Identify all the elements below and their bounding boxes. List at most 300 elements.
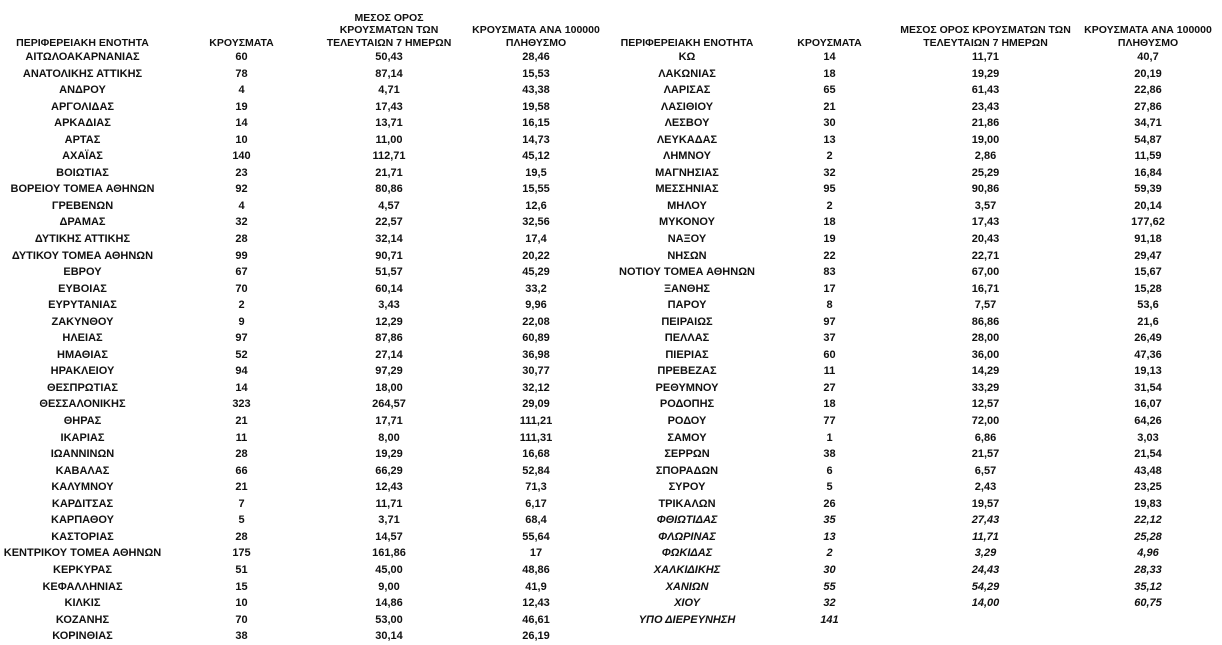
table-row	[612, 463, 1222, 480]
per100k-cell: 111,21	[519, 415, 553, 428]
avg7-header: ΜΕΣΟΣ ΟΡΟΣ ΚΡΟΥΣΜΑΤΩΝ ΤΩΝ ΤΕΛΕΥΤΑΙΩΝ 7 ΗΜΕΡΩΝ	[326, 11, 452, 49]
region-cell: ΙΚΑΡΙΑΣ	[60, 431, 105, 444]
table-row	[0, 612, 612, 629]
avg7-cell: 6,57	[974, 464, 997, 477]
cases-cell: 8	[826, 299, 833, 312]
table-row	[612, 132, 1222, 149]
cases-table-right	[612, 2, 1222, 628]
region-cell: ΜΑΓΝΗΣΙΑΣ	[655, 166, 719, 179]
table-row	[612, 595, 1222, 612]
cases-cell: 14	[235, 117, 248, 130]
table-row	[612, 529, 1222, 546]
per100k-cell: 19,5	[525, 166, 547, 179]
cases-cell: 2	[826, 150, 833, 163]
per100k-cell: 36,98	[522, 348, 550, 361]
per100k-cell: 32,56	[522, 216, 550, 229]
per100k-cell: 28,33	[1134, 563, 1162, 576]
avg7-cell: 24,43	[971, 563, 1000, 576]
avg7-cell: 18,00	[375, 381, 403, 394]
avg7-cell: 12,43	[375, 481, 403, 494]
table-row	[0, 628, 612, 645]
avg7-cell: 12,57	[971, 398, 1000, 411]
table-row	[612, 363, 1222, 380]
region-cell: ΡΟΔΟΥ	[667, 415, 707, 428]
avg7-cell: 51,57	[375, 266, 403, 279]
avg7-cell: 2,43	[974, 481, 997, 494]
avg7-cell: 67,00	[971, 266, 1000, 279]
table-row	[0, 595, 612, 612]
table-row	[612, 264, 1222, 281]
per100k-cell: 12,43	[522, 597, 550, 610]
avg7-cell: 11,71	[972, 51, 999, 63]
region-cell: ΚΟΖΑΝΗΣ	[55, 613, 110, 626]
per100k-cell: 30,77	[522, 365, 550, 378]
avg7-cell: 161,86	[372, 547, 406, 560]
cases-cell: 30	[823, 117, 836, 130]
avg7-cell: 66,29	[375, 464, 403, 477]
per100k-cell: 35,12	[1134, 580, 1162, 593]
region-cell: ΦΘΙΩΤΙΔΑΣ	[656, 514, 718, 527]
avg7-cell: 17,43	[971, 216, 1000, 229]
region-cell: ΜΕΣΣΗΝΙΑΣ	[655, 183, 719, 196]
table-row	[0, 297, 612, 314]
region-cell: ΚΕΝΤΡΙΚΟΥ ΤΟΜΕΑ ΑΘΗΝΩΝ	[3, 547, 162, 560]
region-cell: ΑΝΑΤΟΛΙΚΗΣ ΑΤΤΙΚΗΣ	[22, 67, 143, 80]
table-row	[0, 363, 612, 380]
table-row	[0, 347, 612, 364]
avg7-cell: 7,57	[974, 299, 997, 312]
cases-cell: 30	[823, 563, 836, 576]
table-row	[0, 49, 612, 66]
per100k-cell: 29,47	[1134, 249, 1162, 262]
per100k-cell: 64,26	[1134, 415, 1162, 428]
region-cell: ΝΟΤΙΟΥ ΤΟΜΕΑ ΑΘΗΝΩΝ	[619, 266, 755, 279]
cases-cell: 65	[823, 84, 836, 97]
per100k-cell: 68,4	[525, 514, 547, 527]
per100k-cell: 29,09	[522, 398, 550, 411]
cases-cell: 1	[826, 431, 833, 444]
cases-cell: 78	[235, 67, 248, 80]
per100k-cell: 12,6	[525, 199, 547, 212]
cases-cell: 11	[823, 365, 836, 378]
region-cell: ΘΕΣΠΡΩΤΙΑΣ	[47, 381, 118, 394]
region-cell: ΣΥΡΟΥ	[668, 481, 706, 494]
table-row	[612, 612, 1222, 629]
cases-cell: 37	[823, 332, 836, 345]
per100k-cell: 45,12	[522, 150, 550, 163]
cases-cell: 28	[235, 233, 248, 246]
cases-cell: 66	[235, 464, 248, 477]
region-cell: ΠΕΙΡΑΙΩΣ	[661, 315, 713, 328]
region-cell: ΠΙΕΡΙΑΣ	[665, 348, 709, 361]
per100k-cell: 15,67	[1134, 266, 1162, 279]
per100k-cell: 71,3	[525, 481, 547, 494]
cases-cell: 14	[823, 51, 836, 63]
avg7-cell: 54,29	[971, 580, 1000, 593]
region-cell: ΥΠΟ ΔΙΕΡΕΥΝΗΣΗ	[638, 613, 736, 626]
table-row	[0, 512, 612, 529]
cases-cell: 14	[235, 381, 248, 394]
avg7-cell: 4,71	[378, 84, 400, 97]
avg7-cell: 3,71	[378, 514, 400, 527]
avg7-cell: 112,71	[372, 150, 406, 163]
per100k-cell: 16,68	[522, 448, 550, 461]
per100k-cell: 40,7	[1137, 51, 1159, 63]
avg7-cell: 3,43	[378, 299, 400, 312]
region-cell: ΠΑΡΟΥ	[667, 299, 707, 312]
region-cell: ΣΠΟΡΑΔΩΝ	[655, 464, 719, 477]
avg7-cell: 3,57	[974, 199, 997, 212]
table-row	[612, 347, 1222, 364]
header-row	[0, 2, 612, 49]
table-row	[612, 562, 1222, 579]
cases-cell: 52	[235, 348, 248, 361]
avg7-cell: 50,43	[375, 51, 403, 63]
table-row	[612, 380, 1222, 397]
per100k-cell: 34,71	[1134, 117, 1162, 130]
cases-cell: 97	[823, 315, 836, 328]
region-cell: ΚΑΣΤΟΡΙΑΣ	[51, 530, 114, 543]
per100k-cell: 91,18	[1134, 233, 1162, 246]
avg7-cell: 21,57	[971, 448, 1000, 461]
avg7-cell: 11,71	[375, 497, 403, 510]
region-cell: ΑΧΑΪΑΣ	[62, 150, 103, 163]
cases-cell: 19	[823, 233, 836, 246]
region-cell: ΣΕΡΡΩΝ	[664, 448, 710, 461]
cases-cell: 28	[235, 530, 248, 543]
cases-cell: 19	[235, 100, 248, 113]
per100k-cell: 16,84	[1134, 166, 1162, 179]
per100k-cell: 26,19	[522, 630, 550, 643]
table-row	[612, 214, 1222, 231]
cases-cell: 22	[823, 249, 836, 262]
avg7-cell: 21,71	[375, 166, 403, 179]
avg7-cell: 97,29	[375, 365, 403, 378]
per100k-cell: 21,54	[1134, 448, 1162, 461]
avg7-cell: 19,00	[971, 133, 1000, 146]
header-row	[612, 2, 1222, 49]
table-row	[0, 132, 612, 149]
cases-cell: 323	[232, 398, 251, 411]
table-row	[612, 512, 1222, 529]
cases-cell: 10	[235, 133, 248, 146]
per100k-cell: 47,36	[1134, 348, 1162, 361]
cases-cell: 67	[235, 266, 248, 279]
avg7-cell: 3,29	[974, 547, 997, 560]
avg7-cell	[897, 612, 1074, 629]
avg7-cell: 16,71	[971, 282, 1000, 295]
per100k-cell: 25,28	[1134, 530, 1162, 543]
cases-table-left	[0, 2, 612, 645]
region-cell: ΓΡΕΒΕΝΩΝ	[51, 199, 114, 212]
table-row	[612, 496, 1222, 513]
table-row	[612, 148, 1222, 165]
region-cell: ΚΕΦΑΛΛΗΝΙΑΣ	[42, 580, 123, 593]
per100k-cell: 14,73	[522, 133, 550, 146]
avg7-cell: 28,00	[971, 332, 1000, 345]
region-cell: ΜΗΛΟΥ	[667, 199, 707, 212]
table-row	[612, 231, 1222, 248]
region-cell: ΛΑΡΙΣΑΣ	[663, 84, 711, 97]
table-row	[612, 314, 1222, 331]
avg7-cell: 22,71	[971, 249, 1000, 262]
per100k-cell: 22,86	[1134, 84, 1162, 97]
region-cell: ΔΡΑΜΑΣ	[59, 216, 106, 229]
per100k-cell: 19,58	[522, 100, 550, 113]
cases-header: ΚΡΟΥΣΜΑΤΑ	[209, 36, 274, 49]
table-row	[0, 463, 612, 480]
region-cell: ΝΗΣΩΝ	[667, 249, 707, 262]
region-cell: ΚΕΡΚΥΡΑΣ	[53, 563, 112, 576]
avg7-cell: 80,86	[375, 183, 403, 196]
region-cell: ΘΕΣΣΑΛΟΝΙΚΗΣ	[39, 398, 126, 411]
region-cell: ΑΡΓΟΛΙΔΑΣ	[51, 100, 114, 113]
cases-cell: 5	[238, 514, 245, 527]
table-row	[0, 248, 612, 265]
avg7-cell: 14,86	[375, 597, 403, 610]
region-cell: ΕΥΡΥΤΑΝΙΑΣ	[48, 299, 117, 312]
avg7-cell: 4,57	[378, 199, 400, 212]
table-row	[0, 115, 612, 132]
per100k-cell: 20,19	[1134, 67, 1162, 80]
cases-cell: 2	[826, 547, 833, 560]
cases-cell: 35	[823, 514, 836, 527]
avg7-cell: 23,43	[971, 100, 1000, 113]
region-cell: ΘΗΡΑΣ	[63, 415, 102, 428]
cases-cell: 70	[235, 613, 248, 626]
table-row	[612, 545, 1222, 562]
table-row	[612, 181, 1222, 198]
table-row	[612, 430, 1222, 447]
region-cell: ΕΒΡΟΥ	[63, 266, 102, 279]
cases-cell: 10	[235, 597, 248, 610]
cases-cell: 9	[238, 315, 245, 328]
cases-cell: 15	[235, 580, 248, 593]
region-cell: ΛΗΜΝΟΥ	[663, 150, 711, 163]
cases-cell: 21	[823, 100, 836, 113]
region-cell: ΑΝΔΡΟΥ	[59, 84, 106, 97]
per100k-cell: 60,89	[522, 332, 550, 345]
cases-cell: 32	[823, 166, 836, 179]
avg7-cell: 2,86	[974, 150, 997, 163]
per100k-cell: 59,39	[1134, 183, 1162, 196]
region-cell: ΚΙΛΚΙΣ	[64, 597, 101, 610]
cases-cell: 175	[232, 547, 251, 560]
avg7-cell: 19,57	[971, 497, 1000, 510]
table-row	[612, 165, 1222, 182]
per100k-cell: 22,08	[522, 315, 550, 328]
per100k-cell: 111,31	[519, 431, 553, 444]
per100k-cell: 43,48	[1134, 464, 1162, 477]
cases-cell: 97	[235, 332, 248, 345]
cases-cell: 60	[235, 51, 248, 63]
avg7-cell: 60,14	[375, 282, 403, 295]
table-row	[0, 529, 612, 546]
region-cell: ΣΑΜΟΥ	[667, 431, 707, 444]
table-row	[0, 314, 612, 331]
cases-cell: 13	[823, 530, 836, 543]
cases-cell: 27	[823, 381, 836, 394]
table-row	[0, 496, 612, 513]
cases-cell: 51	[235, 563, 248, 576]
cases-cell: 140	[232, 150, 251, 163]
per100k-cell: 41,9	[525, 580, 547, 593]
avg7-cell: 11,71	[972, 530, 999, 543]
region-cell: ΚΩ	[678, 51, 696, 63]
region-cell: ΒΟΙΩΤΙΑΣ	[56, 166, 109, 179]
table-row	[0, 231, 612, 248]
avg7-cell: 19,29	[375, 448, 403, 461]
avg7-cell: 87,14	[375, 67, 403, 80]
avg7-cell: 53,00	[375, 613, 403, 626]
table-row	[0, 82, 612, 99]
cases-cell: 18	[823, 216, 836, 229]
per100k-cell: 9,96	[525, 299, 547, 312]
avg7-cell: 27,43	[971, 514, 1000, 527]
per100k-cell: 16,07	[1134, 398, 1162, 411]
avg7-cell: 8,00	[378, 431, 400, 444]
per100k-cell: 21,6	[1137, 315, 1159, 328]
region-cell: ΧΙΟΥ	[674, 597, 700, 610]
cases-cell: 17	[823, 282, 836, 295]
per100k-cell	[1074, 612, 1222, 629]
per100k-cell: 20,22	[522, 249, 550, 262]
avg7-cell: 25,29	[971, 166, 1000, 179]
table-row	[612, 198, 1222, 215]
region-cell: ΡΟΔΟΠΗΣ	[659, 398, 715, 411]
region-cell: ΧΑΝΙΩΝ	[665, 580, 709, 593]
region-cell: ΚΑΡΔΙΤΣΑΣ	[51, 497, 114, 510]
avg7-cell: 36,00	[971, 348, 1000, 361]
per100k-cell: 6,17	[525, 497, 547, 510]
avg7-cell: 20,43	[971, 233, 1000, 246]
per100k-cell: 3,03	[1137, 431, 1159, 444]
table-row	[612, 297, 1222, 314]
cases-header: ΚΡΟΥΣΜΑΤΑ	[797, 36, 862, 49]
region-cell: ΗΜΑΘΙΑΣ	[57, 348, 108, 361]
per100k-cell: 27,86	[1134, 100, 1162, 113]
table-row	[612, 115, 1222, 132]
avg7-cell: 30,14	[375, 630, 403, 643]
region-cell: ΜΥΚΟΝΟΥ	[658, 216, 716, 229]
region-cell: ΠΡΕΒΕΖΑΣ	[657, 365, 717, 378]
avg7-cell: 14,29	[971, 365, 1000, 378]
table-row	[0, 396, 612, 413]
table-row	[0, 214, 612, 231]
region-cell: ΚΟΡΙΝΘΙΑΣ	[52, 630, 113, 643]
per100k-cell: 46,61	[522, 613, 550, 626]
per100k-cell: 28,46	[522, 51, 550, 63]
table-row	[0, 99, 612, 116]
region-cell: ΛΕΥΚΑΔΑΣ	[656, 133, 718, 146]
cases-cell: 60	[823, 348, 836, 361]
cases-cell: 26	[823, 497, 836, 510]
per100k-cell: 48,86	[522, 563, 550, 576]
cases-cell: 18	[823, 67, 836, 80]
per100k-cell: 177,62	[1131, 216, 1165, 229]
per100k-cell: 26,49	[1134, 332, 1162, 345]
region-cell: ΦΩΚΙΔΑΣ	[661, 547, 713, 560]
avg7-cell: 14,00	[971, 597, 1000, 610]
region-cell: ΑΡΚΑΔΙΑΣ	[54, 117, 111, 130]
cases-cell: 7	[238, 497, 245, 510]
cases-cell: 32	[823, 597, 836, 610]
region-cell: ΗΡΑΚΛΕΙΟΥ	[50, 365, 115, 378]
avg7-cell: 90,71	[375, 249, 403, 262]
region-cell: ΒΟΡΕΙΟΥ ΤΟΜΕΑ ΑΘΗΝΩΝ	[10, 183, 155, 196]
table-row	[0, 165, 612, 182]
per100k-cell: 22,12	[1134, 514, 1162, 527]
avg7-cell: 11,00	[375, 133, 403, 146]
avg7-cell: 264,57	[372, 398, 406, 411]
avg7-cell: 17,43	[375, 100, 403, 113]
avg7-cell: 33,29	[971, 381, 1000, 394]
table-row	[0, 264, 612, 281]
region-header: ΠΕΡΙΦΕΡΕΙΑΚΗ ΕΝΟΤΗΤΑ	[16, 36, 149, 49]
per100k-cell: 16,15	[522, 117, 550, 130]
per100k-cell: 32,12	[522, 381, 550, 394]
per100k-cell: 19,83	[1134, 497, 1162, 510]
avg7-cell: 72,00	[971, 415, 1000, 428]
table-row	[612, 82, 1222, 99]
cases-cell: 83	[823, 266, 836, 279]
avg7-cell: 21,86	[971, 117, 1000, 130]
per100k-cell: 20,14	[1134, 199, 1162, 212]
region-header: ΠΕΡΙΦΕΡΕΙΑΚΗ ΕΝΟΤΗΤΑ	[620, 36, 754, 49]
per100k-cell: 11,59	[1134, 150, 1162, 163]
region-cell: ΕΥΒΟΙΑΣ	[58, 282, 107, 295]
cases-cell: 32	[235, 216, 248, 229]
region-cell: ΤΡΙΚΑΛΩΝ	[658, 497, 716, 510]
region-cell: ΔΥΤΙΚΟΥ ΤΟΜΕΑ ΑΘΗΝΩΝ	[11, 249, 154, 262]
region-cell: ΦΛΩΡΙΝΑΣ	[658, 530, 716, 543]
avg7-cell: 14,57	[375, 530, 403, 543]
table-row	[612, 446, 1222, 463]
table-row	[0, 446, 612, 463]
per100k-cell: 43,38	[522, 84, 550, 97]
cases-cell: 38	[823, 448, 836, 461]
avg7-cell: 90,86	[971, 183, 1000, 196]
avg7-cell: 17,71	[375, 415, 403, 428]
avg7-cell: 86,86	[971, 315, 1000, 328]
cases-cell: 18	[823, 398, 836, 411]
region-cell: ΚΑΛΥΜΝΟΥ	[51, 481, 114, 494]
per100k-header: ΚΡΟΥΣΜΑΤΑ ΑΝΑ 100000 ΠΛΗΘΥΣΜΟ	[1084, 24, 1212, 49]
cases-cell: 92	[235, 183, 248, 196]
table-row	[0, 181, 612, 198]
region-cell: ΝΑΞΟΥ	[667, 233, 707, 246]
cases-cell: 94	[235, 365, 248, 378]
region-cell: ΑΡΤΑΣ	[64, 133, 101, 146]
table-row	[0, 330, 612, 347]
avg7-cell: 12,29	[375, 315, 403, 328]
table-row	[612, 99, 1222, 116]
region-cell: ΙΩΑΝΝΙΝΩΝ	[50, 448, 115, 461]
region-cell: ΗΛΕΙΑΣ	[62, 332, 103, 345]
avg7-cell: 6,86	[974, 431, 997, 444]
table-row	[0, 545, 612, 562]
right-table-body	[612, 49, 1222, 628]
table-row	[612, 281, 1222, 298]
per100k-cell: 15,53	[522, 67, 550, 80]
per100k-cell: 19,13	[1134, 365, 1162, 378]
region-cell: ΚΑΒΑΛΑΣ	[55, 464, 110, 477]
table-row	[612, 66, 1222, 83]
cases-cell: 99	[235, 249, 248, 262]
per100k-header: ΚΡΟΥΣΜΑΤΑ ΑΝΑ 100000 ΠΛΗΘΥΣΜΟ	[472, 24, 600, 49]
region-cell: ΚΑΡΠΑΘΟΥ	[51, 514, 114, 527]
avg7-cell: 13,71	[375, 117, 403, 130]
